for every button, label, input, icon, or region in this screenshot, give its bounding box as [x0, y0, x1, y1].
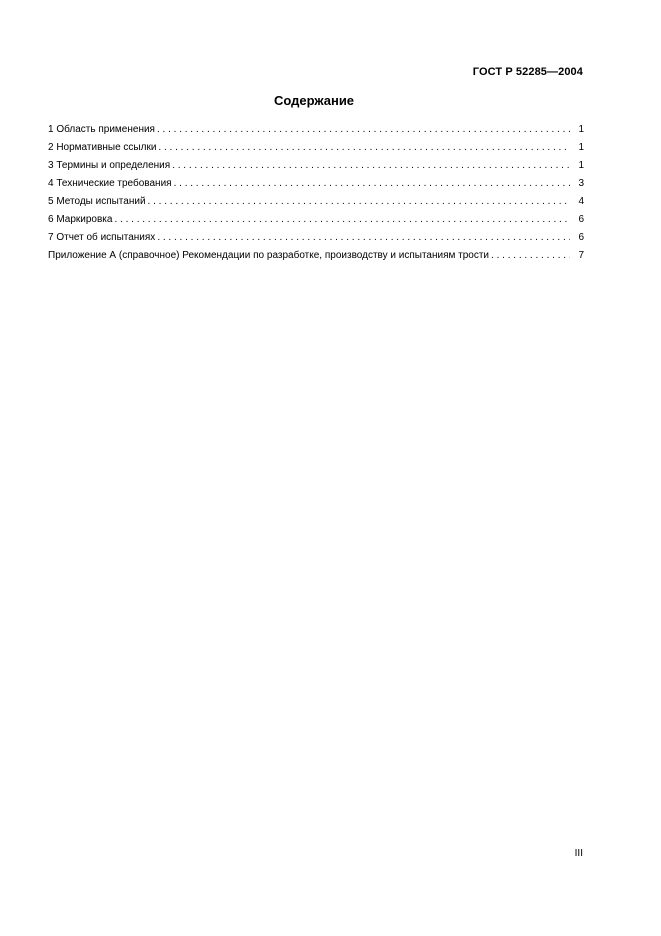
- toc-entry-label: 2 Нормативные ссылки: [48, 142, 157, 153]
- toc-dot-leader: [170, 157, 570, 175]
- toc-entry[interactable]: [48, 175, 584, 193]
- toc-entry-label: 6 Маркировка: [48, 214, 113, 225]
- toc-entry[interactable]: [48, 247, 584, 265]
- toc-entry-label: Приложение А (справочное) Рекомендации по разработке, производству и испытаниям трости: [48, 250, 490, 261]
- toc-dot-leader: [489, 247, 570, 265]
- toc-entry-label: 7 Отчет об испытаниях: [48, 232, 156, 243]
- toc-entry[interactable]: [48, 211, 584, 229]
- toc-entry-page: 4: [578, 196, 584, 207]
- toc-entry-page: 3: [578, 178, 584, 189]
- document-code: ГОСТ Р 52285—2004: [472, 66, 583, 78]
- toc-dot-leader: [112, 211, 570, 229]
- toc-dot-leader: [172, 175, 570, 193]
- toc-entry-label: 4 Технические требования: [48, 178, 172, 189]
- toc-entry-label: 1 Область применения: [48, 124, 155, 135]
- toc-entry-page: 1: [578, 124, 584, 135]
- table-of-contents: [48, 121, 584, 265]
- toc-dot-leader: [155, 121, 570, 139]
- toc-entry[interactable]: [48, 157, 584, 175]
- toc-entry-label: 5 Методы испытаний: [48, 196, 146, 207]
- toc-entry[interactable]: [48, 139, 584, 157]
- toc-entry[interactable]: [48, 193, 584, 211]
- toc-entry[interactable]: [48, 229, 584, 247]
- toc-entry-page: 1: [578, 160, 584, 171]
- toc-entry-page: 7: [578, 250, 584, 261]
- toc-entry-page: 1: [578, 142, 584, 153]
- toc-entry-page: 6: [578, 214, 584, 225]
- toc-dot-leader: [156, 139, 570, 157]
- toc-dot-leader: [155, 229, 570, 247]
- toc-entry-label: 3 Термины и определения: [48, 160, 171, 171]
- toc-title: Содержание: [273, 93, 355, 108]
- page-number: III: [574, 848, 583, 859]
- toc-dot-leader: [146, 193, 570, 211]
- toc-entry-page: 6: [578, 232, 584, 243]
- toc-entry[interactable]: [48, 121, 584, 139]
